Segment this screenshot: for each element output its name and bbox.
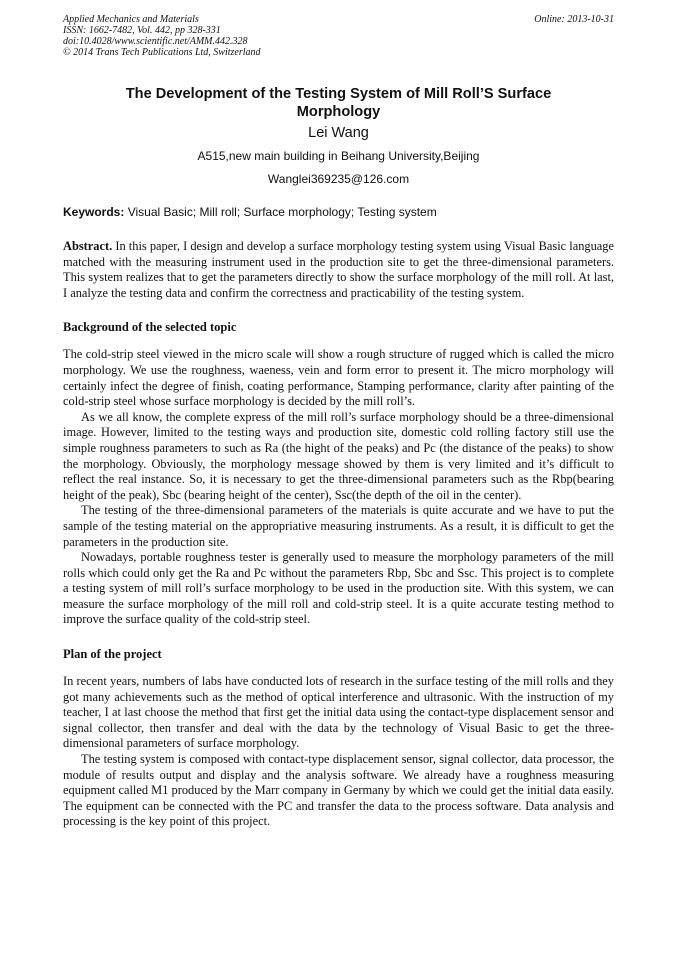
paragraph: The cold-strip steel viewed in the micro scale will show a rough structure of rugged which is called the micro morphology. We use the roughness, waeness, vein and form error to present it. The micro morphology will certainly infect the degree of finish, coating performance, Stamping performance, clarity after painting of the cold-strip steel whose surface morphology is decided by the mill roll’s.	[63, 347, 614, 409]
keywords-label: Keywords:	[63, 205, 125, 219]
section-heading-plan: Plan of the project	[63, 647, 162, 662]
abstract-text: In this paper, I design and develop a surface morphology testing system using Visual Basic language matched with the measuring instrument used in the production site to get the three-dimensional parameters. This system realizes that to get the parameters directly to show the surface morphology of the mill roll. At last, I analyze the testing data and confirm the correctness and practicability of the testing system.	[63, 239, 614, 300]
keywords-text: Visual Basic; Mill roll; Surface morphology; Testing system	[127, 205, 437, 219]
paragraph: The testing of the three-dimensional parameters of the materials is quite accurate and we have to put the sample of the testing material on the appropriative measuring instruments. As a result, it is difficult to get the parameters in the production site.	[63, 503, 614, 549]
online-date: Online: 2013-10-31	[534, 14, 614, 25]
abstract	[63, 239, 614, 301]
author-affiliation: A515,new main building in Beihang University,Beijing	[197, 149, 480, 163]
paper-title: The Development of the Testing System of Mill Roll’S Surface Morphology	[125, 86, 552, 120]
paragraph: As we all know, the complete express of the mill roll’s surface morphology should be a three-dimensional image. However, limited to the testing ways and production site, domestic cold rolling factory still use the simple roughness parameters to such as Ra (the hight of the peaks) and Pc (the distance of the peaks) to show the morphology. Obviously, the morphology message showed by them is very limited and it’s difficult to reflect the real instance. So, it is necessary to get the three-dimensional parameters such as the Rbp(bearing height of the peak), Sbc (bearing height of the center), Ssc(the depth of the oil in the center).	[63, 409, 614, 502]
paragraph: In recent years, numbers of labs have conducted lots of research in the surface testing of the mill rolls and they got many achievements such as the method of optical interference and ultrasonic. With the instruction of my teacher, I at last choose the method that first get the initial data using the contact-type displacement sensor and signal collector, then transfer and deal with the data by the technology of Visual Basic to get the three-dimensional parameters of surface morphology.	[63, 674, 614, 751]
author-name: Lei Wang	[308, 125, 369, 141]
journal-name: Applied Mechanics and Materials	[63, 14, 199, 25]
paragraph: Nowadays, portable roughness tester is generally used to measure the morphology parameters of the mill rolls which could only get the Ra and Pc without the parameters Rbp, Sbc and Ssc. This project is to complete a testing system of mill roll’s surface morphology to be used in the production site. With this system, we can measure the surface morphology of the mill roll and cold-strip steel. It is a quite accurate testing method to improve the surface quality of the cold-strip steel.	[63, 550, 614, 627]
paragraph: The testing system is composed with contact-type displacement sensor, signal collector, data processor, the module of results output and display and the analysis software. We already have a roughness measuring equipment called M1 produced by the Marr company in Germany by which we could get the initial data easily. The equipment can be connected with the PC and transfer the data to the process software. Data analysis and processing is the key point of this project.	[63, 752, 614, 829]
author-email: Wanglei369235@126.com	[267, 172, 410, 186]
paper-page	[63, 14, 614, 830]
section-heading-background: Background of the selected topic	[63, 320, 237, 335]
copyright-line: © 2014 Trans Tech Publications Ltd, Switzerland	[63, 47, 261, 58]
doi-line: doi:10.4028/www.scientific.net/AMM.442.328	[63, 36, 248, 47]
keywords	[63, 205, 614, 220]
journal-header	[63, 14, 614, 58]
abstract-label: Abstract.	[63, 239, 113, 253]
issn-line: ISSN: 1662-7482, Vol. 442, pp 328-331	[63, 25, 221, 36]
